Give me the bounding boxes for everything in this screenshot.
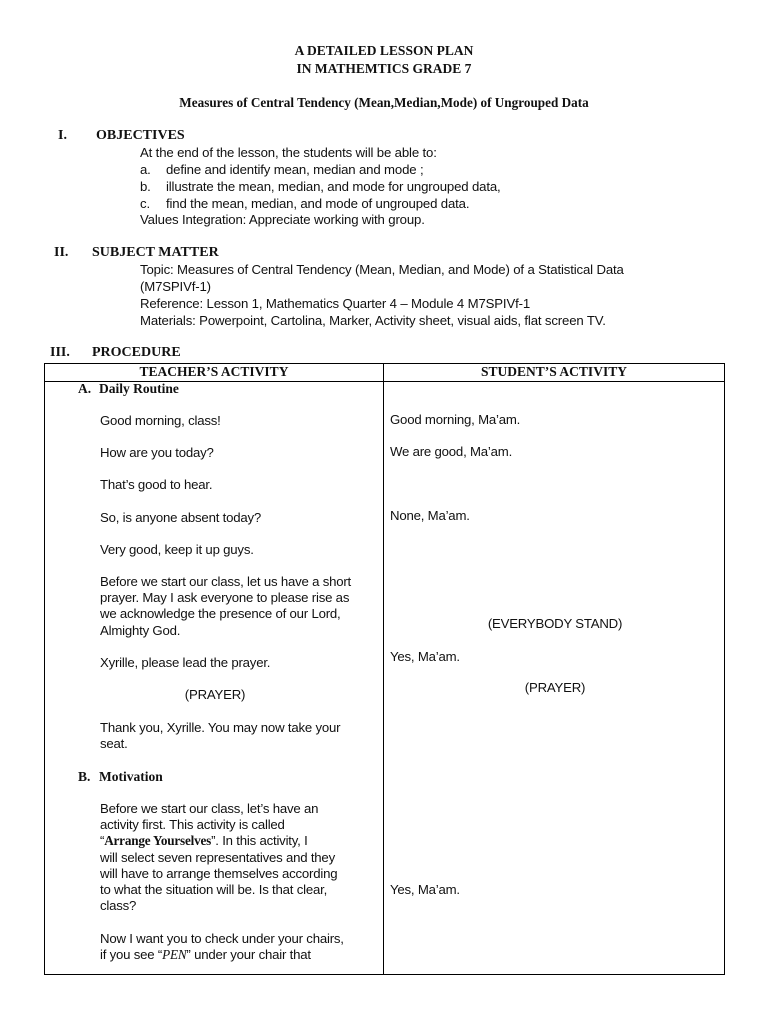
- teacher-line-rest: ”. In this activity, I: [211, 833, 308, 848]
- teacher-line: Now I want you to check under your chairs,: [100, 931, 344, 946]
- subject-topic: Topic: Measures of Central Tendency (Mean, Median, and Mode) of a Statistical Data: [140, 262, 624, 277]
- section-numeral: III.: [50, 345, 70, 360]
- subsection-daily-routine: [78, 381, 179, 397]
- student-activity-header: STUDENT’S ACTIVITY: [481, 364, 627, 379]
- values-integration: Values Integration: Appreciate working with group.: [140, 212, 425, 227]
- objective-letter: a.: [140, 162, 151, 177]
- section-title: OBJECTIVES: [96, 128, 185, 143]
- teacher-line: So, is anyone absent today?: [100, 510, 262, 525]
- activity-name: Arrange Yourselves: [104, 833, 212, 848]
- teacher-line: [100, 947, 311, 963]
- subject-reference: Reference: Lesson 1, Mathematics Quarter 4 – Module 4 M7SPIVf-1: [140, 296, 531, 311]
- student-stand-cue: (EVERYBODY STAND): [487, 616, 623, 631]
- teacher-line: [100, 833, 308, 849]
- objective-letter: b.: [140, 179, 151, 194]
- document-title: A DETAILED LESSON PLAN: [294, 43, 474, 58]
- student-prayer-cue: (PRAYER): [524, 680, 586, 695]
- objective-text: illustrate the mean, median, and mode for ungrouped data,: [166, 179, 501, 194]
- teacher-line: How are you today?: [100, 445, 214, 460]
- subsection-letter: A.: [78, 381, 92, 396]
- objective-letter: c.: [140, 196, 150, 211]
- student-line: None, Ma’am.: [390, 508, 470, 523]
- teacher-line: Thank you, Xyrille. You may now take your: [100, 720, 341, 735]
- teacher-line: seat.: [100, 736, 128, 751]
- open-quote: “: [100, 833, 105, 848]
- section-title: PROCEDURE: [92, 345, 181, 360]
- teacher-activity-header: TEACHER’S ACTIVITY: [139, 364, 289, 379]
- objectives-intro: At the end of the lesson, the students will be able to:: [140, 145, 437, 160]
- subsection-title: Motivation: [99, 769, 163, 784]
- objective-text: find the mean, median, and mode of ungrouped data.: [166, 196, 470, 211]
- teacher-line: Before we start our class, let us have a short: [100, 574, 352, 589]
- student-line: We are good, Ma’am.: [390, 444, 513, 459]
- section-title: SUBJECT MATTER: [92, 245, 219, 260]
- objective-item: [140, 196, 469, 211]
- teacher-line: activity first. This activity is called: [100, 817, 285, 832]
- subsection-motivation: [78, 769, 163, 785]
- lesson-topic: Measures of Central Tendency (Mean,Median,Mode) of Ungrouped Data: [179, 95, 589, 110]
- pen-keyword: PEN: [162, 947, 187, 962]
- teacher-line: prayer. May I ask everyone to please rise as: [100, 590, 350, 605]
- teacher-line: Before we start our class, let’s have an: [100, 801, 319, 816]
- teacher-line: Xyrille, please lead the prayer.: [100, 655, 271, 670]
- teacher-line: we acknowledge the presence of our Lord,: [100, 606, 341, 621]
- subsection-title: Daily Routine: [99, 381, 179, 396]
- document-subtitle: IN MATHEMTICS GRADE 7: [296, 61, 472, 76]
- objective-item: [140, 179, 501, 194]
- teacher-line: Almighty God.: [100, 623, 181, 638]
- objective-text: define and identify mean, median and mode ;: [166, 162, 424, 177]
- teacher-line: Good morning, class!: [100, 413, 221, 428]
- section-numeral: II.: [54, 245, 69, 260]
- objective-item: [140, 162, 423, 177]
- teacher-line: will have to arrange themselves according: [100, 866, 338, 881]
- teacher-line: class?: [100, 898, 137, 913]
- teacher-line-rest: ” under your chair that: [186, 947, 311, 962]
- teacher-line-start: if you see “: [100, 947, 163, 962]
- subsection-letter: B.: [78, 769, 91, 784]
- student-line: Yes, Ma’am.: [390, 649, 460, 664]
- teacher-line: will select seven representatives and they: [100, 850, 335, 865]
- section-numeral: I.: [58, 128, 67, 143]
- student-line: Yes, Ma’am.: [390, 882, 460, 897]
- teacher-line: That’s good to hear.: [100, 477, 213, 492]
- column-divider: [383, 364, 384, 974]
- subject-materials: Materials: Powerpoint, Cartolina, Marker, Activity sheet, visual aids, flat screen TV.: [140, 313, 606, 328]
- teacher-line: Very good, keep it up guys.: [100, 542, 254, 557]
- procedure-table: [44, 363, 725, 975]
- teacher-prayer-cue: (PRAYER): [184, 687, 246, 702]
- teacher-line: to what the situation will be. Is that clear,: [100, 882, 328, 897]
- subject-topic-code: (M7SPIVf-1): [140, 279, 211, 294]
- student-line: Good morning, Ma’am.: [390, 412, 521, 427]
